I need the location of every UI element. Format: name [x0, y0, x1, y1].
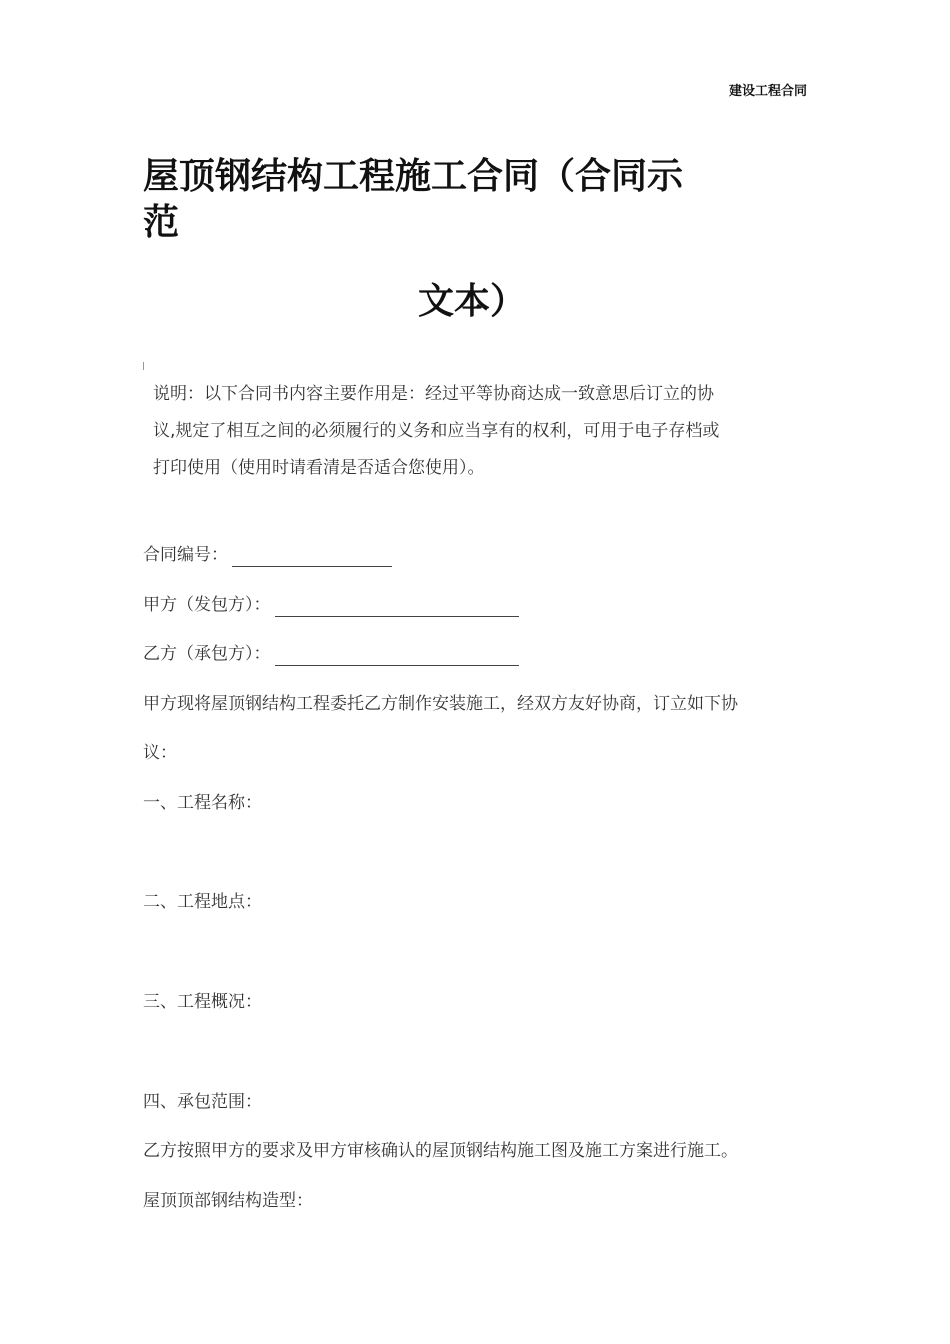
document-title-line2: 范	[143, 202, 180, 243]
intro-line2: 议：	[143, 743, 177, 763]
party-a-blank	[275, 596, 519, 617]
note-line2: 议,规定了相互之间的必须履行的义务和应当享有的权利，可用于电子存档或	[153, 421, 720, 441]
section-project-name: 一、工程名称：	[143, 793, 262, 813]
party-a-label: 甲方（发包方）：	[143, 595, 271, 615]
note-line1: 说明：以下合同书内容主要作用是：经过平等协商达成一致意思后订立的协	[153, 384, 714, 404]
contract-number-blank	[232, 546, 392, 567]
section-contract-scope: 四、承包范围：	[143, 1092, 262, 1112]
section-project-location: 二、工程地点：	[143, 892, 262, 912]
scope-paragraph: 乙方按照甲方的要求及甲方审核确认的屋顶钢结构施工图及施工方案进行施工。	[143, 1141, 738, 1161]
margin-mark	[143, 362, 144, 370]
document-title-line3: 文本）	[418, 281, 527, 322]
note-line3: 打印使用（使用时请看清是否适合您使用）。	[153, 458, 485, 478]
structure-label: 屋顶顶部钢结构造型：	[143, 1191, 313, 1211]
party-a-field	[143, 593, 519, 617]
party-b-field	[143, 642, 519, 666]
party-b-blank	[275, 645, 519, 666]
party-b-label: 乙方（承包方）：	[143, 644, 271, 664]
contract-number-label: 合同编号：	[143, 545, 228, 565]
header-label: 建设工程合同	[728, 84, 807, 99]
contract-number-field	[143, 543, 392, 567]
document-title-line1: 屋顶钢结构工程施工合同（合同示	[143, 156, 684, 197]
intro-line1: 甲方现将屋顶钢结构工程委托乙方制作安装施工，经双方友好协商，订立如下协	[143, 694, 738, 714]
section-project-overview: 三、工程概况：	[143, 992, 262, 1012]
